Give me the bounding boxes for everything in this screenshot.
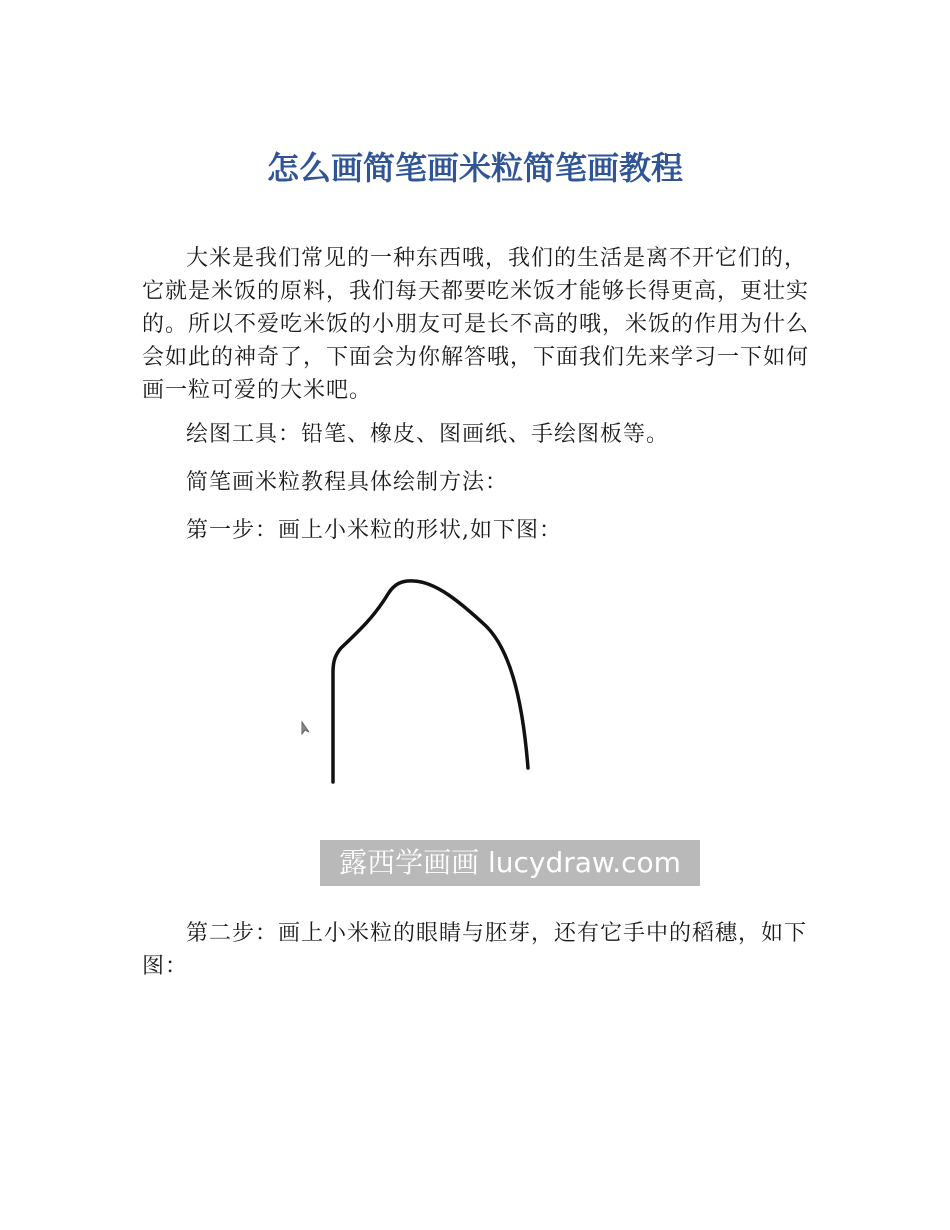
intro-paragraph: 大米是我们常见的一种东西哦，我们的生活是离不开它们的，它就是米饭的原料，我们每天都要吃米饭才能够长得更高，更壮实的。所以不爱吃米饭的小朋友可是长不高的哦，米饭的作用为什么会如此的神奇了，下面会为你解答哦，下面我们先来学习一下如何画一粒可爱的大米吧。 [142,246,810,403]
method-paragraph: 简笔画米粒教程具体绘制方法： [186,470,509,495]
page-title: 怎么画简笔画米粒简笔画教程 [266,149,683,187]
tools-paragraph: 绘图工具：铅笔、橡皮、图画纸、手绘图板等。 [186,422,670,447]
rice-grain-outline [333,581,528,782]
cursor-mark-icon [302,722,309,734]
step2-paragraph: 第二步：画上小米粒的眼睛与胚芽，还有它手中的稻穗，如下图： [142,921,808,979]
step1-paragraph: 第一步：画上小米粒的形状,如下图： [186,518,562,543]
watermark: 露西学画画 lucydraw.com [320,840,700,886]
step1-illustration [150,562,712,890]
